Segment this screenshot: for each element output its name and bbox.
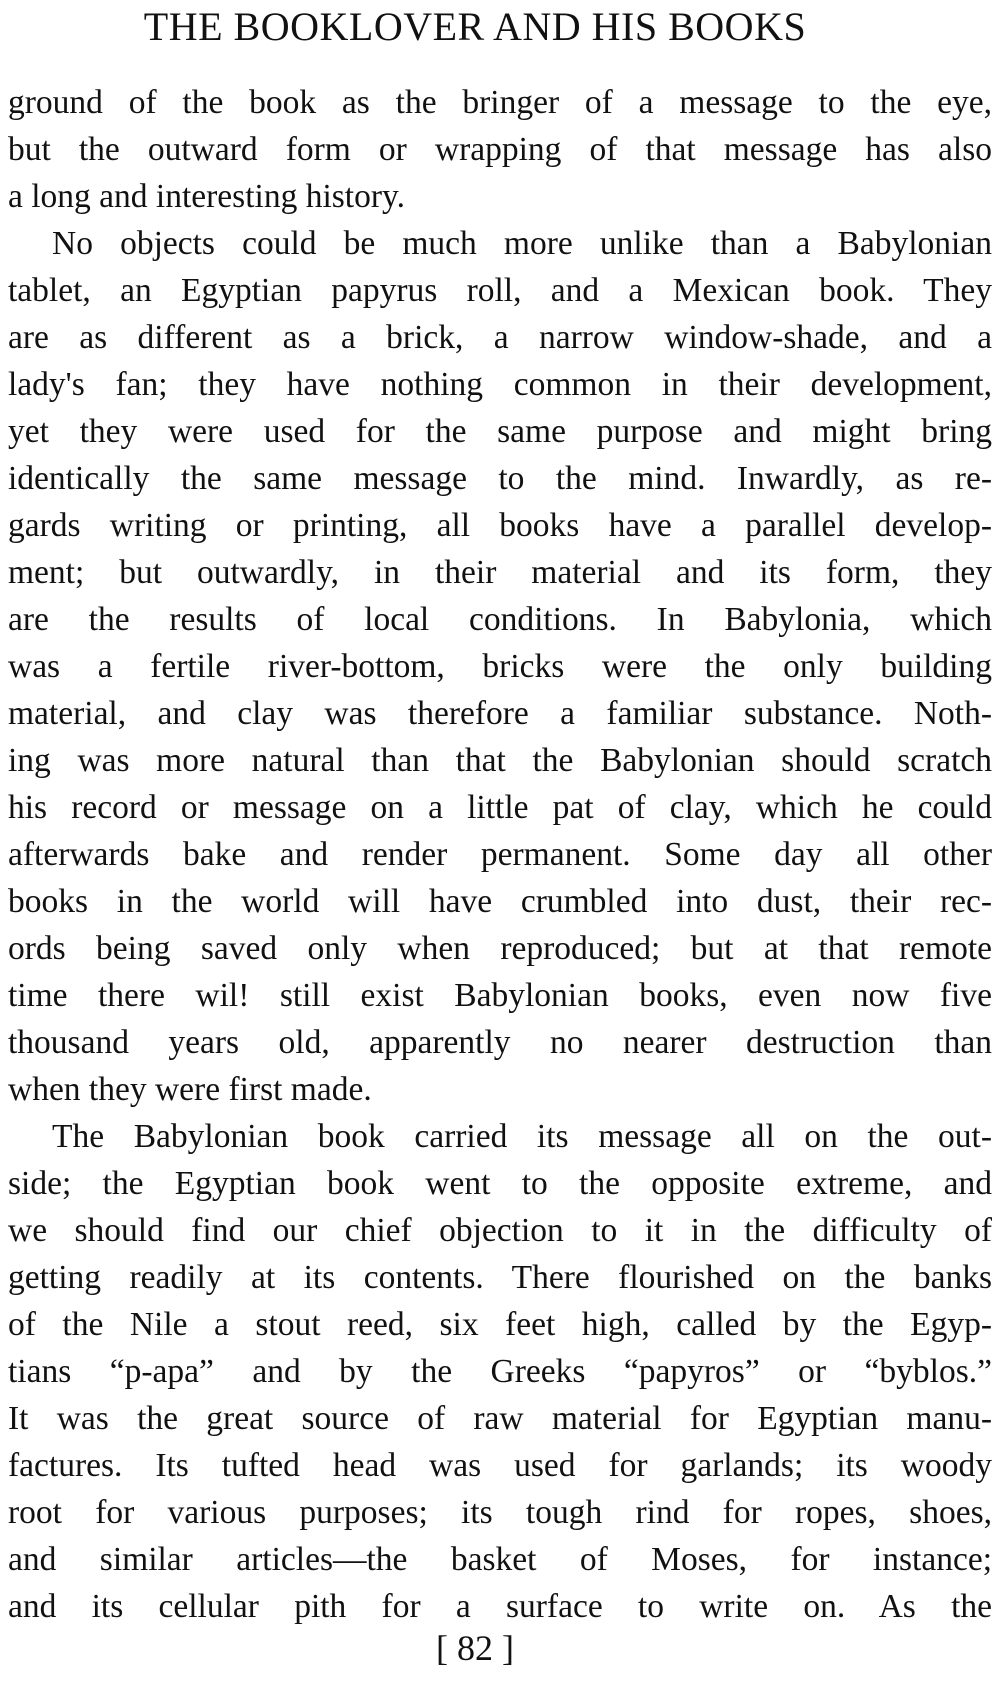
text-line: ords being saved only when reproduced; but at that remote	[8, 930, 992, 967]
text-line: was a fertile river-bottom, bricks were the only building	[8, 648, 992, 685]
text-line: and its cellular pith for a surface to write on. As the	[8, 1588, 992, 1625]
text-line: books in the world will have crumbled into dust, their rec-	[8, 883, 992, 920]
text-line: a long and interesting history.	[8, 178, 405, 215]
text-line: his record or message on a little pat of clay, which he could	[8, 789, 992, 826]
text-line: ment; but outwardly, in their material and its form, they	[8, 554, 992, 591]
text-line: are as different as a brick, a narrow window-shade, and a	[8, 319, 992, 356]
running-head: THE BOOKLOVER AND HIS BOOKS	[143, 4, 807, 49]
paragraph	[8, 1113, 992, 1630]
text-line: It was the great source of raw material for Egyptian manu-	[8, 1400, 992, 1437]
text-line: getting readily at its contents. There flourished on the banks	[8, 1259, 992, 1296]
text-line: ing was more natural than that the Babylonian should scratch	[8, 742, 992, 779]
text-line: identically the same message to the mind. Inwardly, as re-	[8, 460, 992, 497]
text-line: tians “p-apa” and by the Greeks “papyros” or “byblos.”	[8, 1353, 992, 1390]
text-line: The Babylonian book carried its message all on the out-	[52, 1118, 992, 1155]
text-line: time there wil! still exist Babylonian books, even now five	[8, 977, 992, 1014]
text-line: root for various purposes; its tough rind for ropes, shoes,	[8, 1494, 992, 1531]
text-line: thousand years old, apparently no nearer destruction than	[8, 1024, 992, 1061]
text-line: yet they were used for the same purpose and might bring	[8, 413, 992, 450]
text-line: of the Nile a stout reed, six feet high, called by the Egyp-	[8, 1306, 992, 1343]
text-line: ground of the book as the bringer of a message to the eye,	[8, 84, 992, 121]
text-line: tablet, an Egyptian papyrus roll, and a Mexican book. They	[8, 272, 992, 309]
text-line: side; the Egyptian book went to the opposite extreme, and	[8, 1165, 992, 1202]
paragraph	[8, 220, 992, 1113]
text-line: when they were first made.	[8, 1071, 372, 1108]
text-line: but the outward form or wrapping of that message has also	[8, 131, 992, 168]
text-line: we should find our chief objection to it in the difficulty of	[8, 1212, 992, 1249]
body-text	[8, 79, 992, 1630]
paragraph	[8, 79, 992, 220]
text-line: factures. Its tufted head was used for garlands; its woody	[8, 1447, 992, 1484]
text-line: lady's fan; they have nothing common in their development,	[8, 366, 992, 403]
text-line: and similar articles—the basket of Moses, for instance;	[8, 1541, 992, 1578]
text-line: gards writing or printing, all books have a parallel develop-	[8, 507, 992, 544]
page-number: [ 82 ]	[436, 1628, 514, 1668]
text-line: material, and clay was therefore a familiar substance. Noth-	[8, 695, 992, 732]
text-line: are the results of local conditions. In Babylonia, which	[8, 601, 992, 638]
text-line: afterwards bake and render permanent. Some day all other	[8, 836, 992, 873]
text-line: No objects could be much more unlike than a Babylonian	[52, 225, 992, 262]
